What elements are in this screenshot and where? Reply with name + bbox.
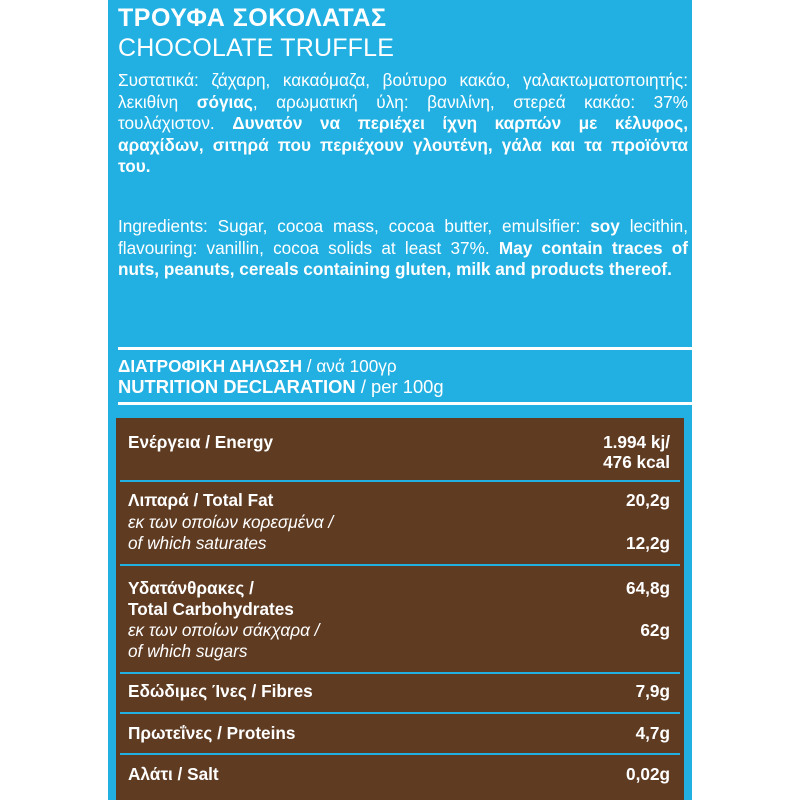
fat-value: 20,2g [626, 490, 670, 510]
declaration-greek [118, 357, 397, 375]
salt-label: Αλάτι / Salt [128, 764, 219, 784]
row-separator [120, 753, 680, 755]
ingredients-greek-text-2: , αρωματική ύλη: βανιλίνη, στερεά κακάο: 37% τουλάχιστον. [118, 91, 688, 133]
title-english: CHOCOLATE TRUFFLE [118, 34, 395, 62]
fat-label: Λιπαρά / Total Fat [128, 490, 274, 510]
row-separator [120, 712, 680, 714]
row-separator [120, 480, 680, 482]
ingredients-english [118, 216, 688, 281]
fibres-value: 7,9g [635, 681, 670, 701]
energy-kcal: 476 kcal [603, 452, 670, 472]
allergen-english: soy [590, 216, 620, 236]
warning-english: May contain traces of nuts, peanuts, cereals containing gluten, milk and products thereof. [118, 237, 688, 279]
row-separator [120, 564, 680, 566]
ingredients-english-text-2: lecithin, flavouring: vanillin, cocoa solids at least 37%. [118, 216, 689, 258]
title-greek: ΤΡΟΥΦΑ ΣΟΚΟΛΑΤΑΣ [118, 4, 387, 32]
declaration-english-title: NUTRITION DECLARATION [118, 376, 356, 397]
sugars-value: 62g [640, 620, 670, 640]
energy-label: Ενέργεια / Energy [128, 432, 274, 452]
ingredients-greek [118, 70, 688, 178]
declaration-greek-unit: / ανά 100γρ [302, 356, 397, 376]
nutrition-table [116, 418, 684, 800]
warning-greek: Δυνατόν να περιέχει ίχνη καρπών με κέλυφος, αραχίδων, σιτηρά που περιέχουν γλουτένη, γάλα και τα προϊόντα του. [118, 113, 688, 176]
fibres-label: Εδώδιμες Ίνες / Fibres [128, 681, 313, 701]
carbs-label-greek: Υδατάνθρακες / [128, 578, 254, 598]
saturates-value: 12,2g [626, 533, 670, 553]
saturates-label-english: of which saturates [128, 533, 267, 553]
energy-kj: 1.994 kj/ [603, 432, 670, 452]
allergen-greek: σόγιας [196, 91, 253, 112]
proteins-label: Πρωτεΐνες / Proteins [128, 723, 296, 743]
declaration-english [118, 378, 444, 396]
saturates-label-greek: εκ των οποίων κορεσμένα / [128, 512, 334, 532]
declaration-greek-title: ΔΙΑΤΡΟΦΙΚΗ ΔΗΛΩΣΗ [118, 356, 303, 376]
sugars-label-english: of which sugars [128, 641, 248, 661]
carbs-value: 64,8g [626, 578, 670, 598]
ingredients-english-text: Ingredients: Sugar, cocoa mass, cocoa butter, emulsifier: [118, 216, 591, 236]
salt-value: 0,02g [626, 764, 670, 784]
ingredients-greek-text: Συστατικά: ζάχαρη, κακαόμαζα, βούτυρο κακάο, γαλακτωματοποιητής: λεκιθίνη [118, 70, 688, 112]
declaration-english-unit: / per 100g [355, 376, 444, 397]
product-label [108, 0, 692, 800]
divider-top [118, 347, 692, 350]
sugars-label-greek: εκ των οποίων σάκχαρα / [128, 620, 320, 640]
proteins-value: 4,7g [635, 723, 670, 743]
row-separator [120, 672, 680, 674]
carbs-label-english: Total Carbohydrates [128, 599, 294, 619]
divider-bottom [118, 402, 692, 405]
